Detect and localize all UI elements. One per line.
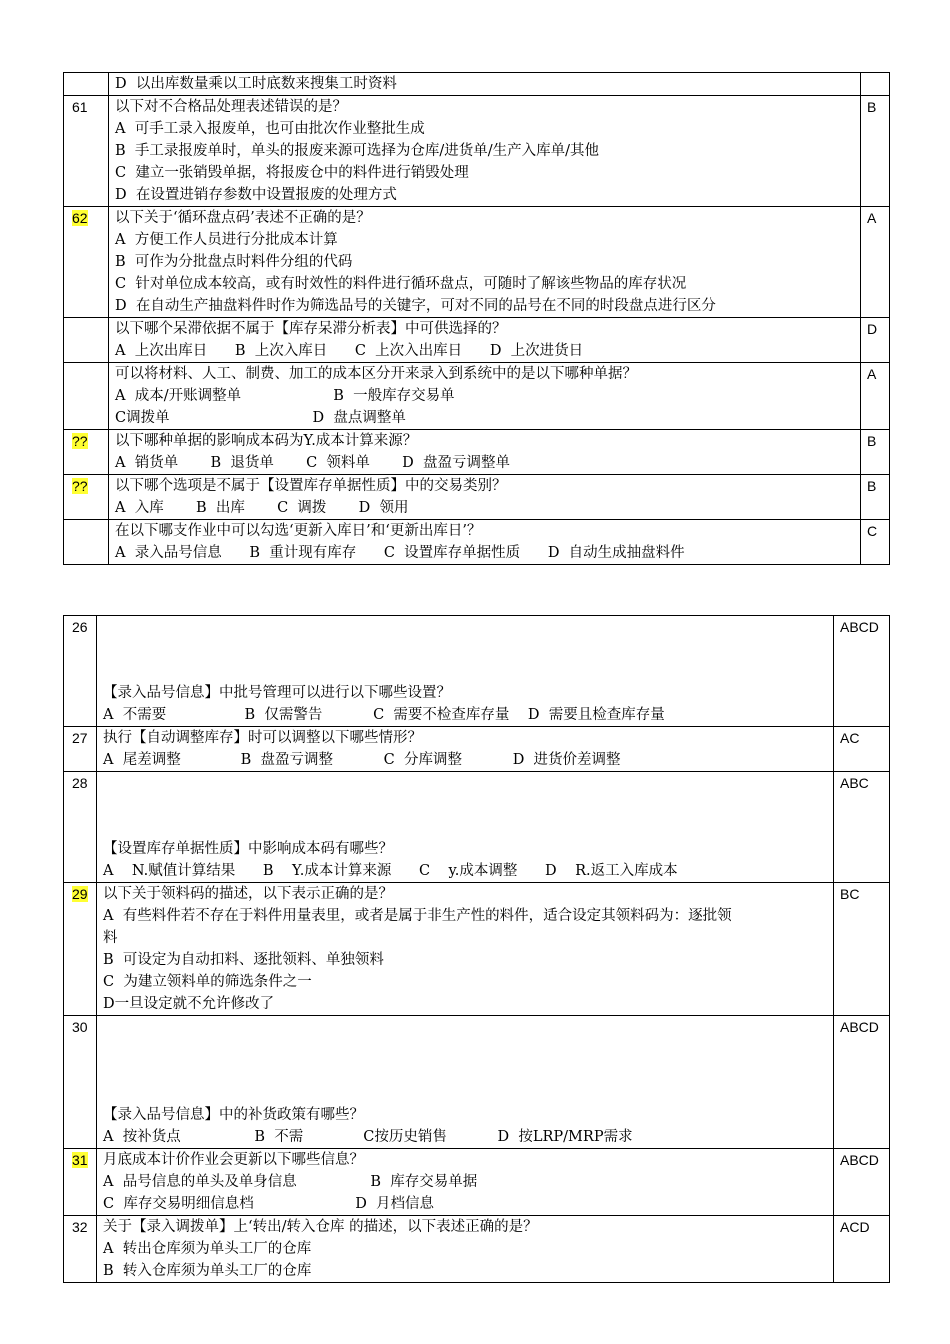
question-option: A 录入品号信息 B 重计现有库存 C 设置库存单据性质 D 自动生成抽盘料件 <box>115 545 685 561</box>
question-stem: 以下关于‘循环盘点码’表述不正确的是？ <box>115 210 371 226</box>
question-option: C 为建立领料单的筛选条件之一 <box>103 974 312 990</box>
answer-cell <box>834 883 890 1016</box>
question-stem: 以下哪个选项是不属于【设置库存单据性质】中的交易类别？ <box>115 478 507 494</box>
question-stem: 可以将材料、人工、制费、加工的成本区分开来录入到系统中的是以下哪种单据？ <box>115 366 637 382</box>
question-option: B 转入仓库须为单头工厂的仓库 <box>103 1263 312 1279</box>
question-option: A 转出仓库须为单头工厂的仓库 <box>103 1241 312 1257</box>
question-row <box>64 616 890 727</box>
question-text <box>97 1216 834 1283</box>
question-option: D一旦设定就不允许修改了 <box>103 996 275 1012</box>
question-option: A 可手工录入报废单，也可由批次作业整批生成 <box>115 121 425 137</box>
question-option: 料 <box>103 930 118 946</box>
question-number-text: 29 <box>72 886 88 902</box>
question-row <box>64 73 890 96</box>
question-text <box>97 1149 834 1216</box>
answer-text: AC <box>840 730 860 746</box>
question-number-text: 31 <box>72 1152 88 1168</box>
question-row <box>64 1216 890 1283</box>
answer-cell <box>861 318 890 363</box>
question-text <box>109 96 861 207</box>
answer-text: ABC <box>840 775 869 791</box>
question-stem: 以下关于领料码的描述，以下表示正确的是？ <box>103 886 393 902</box>
question-text <box>97 616 834 727</box>
answer-cell <box>861 475 890 520</box>
question-row <box>64 883 890 1016</box>
answer-cell <box>834 1016 890 1149</box>
question-text <box>109 73 861 96</box>
question-option: C 库存交易明细信息档 D 月档信息 <box>103 1196 435 1212</box>
question-row <box>64 1149 890 1216</box>
question-stem: 执行【自动调整库存】时可以调整以下哪些情形？ <box>103 730 422 746</box>
question-text <box>109 520 861 565</box>
question-number <box>64 772 97 883</box>
answer-text: BC <box>840 886 860 902</box>
question-number <box>64 883 97 1016</box>
question-option: A 品号信息的单头及单身信息 B 库存交易单据 <box>103 1174 478 1190</box>
question-stem: 以下哪个呆滞依据不属于【库存呆滞分析表】中可供选择的？ <box>115 321 507 337</box>
answer-cell <box>834 616 890 727</box>
question-row <box>64 363 890 430</box>
question-option: A 按补货点 B 不需 C按历史销售 D 按LRP/MRP需求 <box>103 1129 633 1145</box>
question-option: A 入库 B 出库 C 调拨 D 领用 <box>115 500 409 516</box>
question-table-1 <box>63 72 890 565</box>
question-row <box>64 520 890 565</box>
question-number <box>64 1149 97 1216</box>
question-number <box>64 73 109 96</box>
question-number <box>64 1216 97 1283</box>
question-text <box>109 207 861 318</box>
question-row <box>64 727 890 772</box>
question-number-text: ?? <box>72 433 88 449</box>
question-row <box>64 430 890 475</box>
answer-cell <box>834 772 890 883</box>
question-option: C调拨单 D 盘点调整单 <box>115 410 406 426</box>
question-stem: 【设置库存单据性质】中影响成本码有哪些？ <box>103 841 393 857</box>
question-row <box>64 475 890 520</box>
answer-text: ABCD <box>840 1152 879 1168</box>
question-number-text: 32 <box>72 1219 88 1235</box>
question-number <box>64 475 109 520</box>
question-table-2 <box>63 615 890 1283</box>
question-text <box>97 883 834 1016</box>
question-number <box>64 318 109 363</box>
question-stem: 月底成本计价作业会更新以下哪些信息？ <box>103 1152 364 1168</box>
question-option: B 可作为分批盘点时料件分组的代码 <box>115 254 353 270</box>
answer-cell <box>861 73 890 96</box>
question-number-text: 61 <box>72 99 88 115</box>
answer-cell <box>861 363 890 430</box>
question-text <box>109 475 861 520</box>
question-number <box>64 520 109 565</box>
question-stem: 以下哪种单据的影响成本码为Y.成本计算来源？ <box>115 433 418 449</box>
question-row <box>64 207 890 318</box>
answer-text: A <box>867 210 877 226</box>
question-number <box>64 363 109 430</box>
question-option: A 上次出库日 B 上次入库日 C 上次入出库日 D 上次进货日 <box>115 343 584 359</box>
question-option: C 针对单位成本较高，或有时效性的料件进行循环盘点，可随时了解该些物品的库存状况 <box>115 276 687 292</box>
question-option: D 在设置进销存参数中设置报废的处理方式 <box>115 187 397 203</box>
question-option: A 成本/开账调整单 B 一般库存交易单 <box>115 388 455 404</box>
question-option: B 可设定为自动扣料、逐批领料、单独领料 <box>103 952 384 968</box>
question-stem: 在以下哪支作业中可以勾选‘更新入库日’和‘更新出库日’？ <box>115 523 482 539</box>
question-row <box>64 1016 890 1149</box>
answer-text: ACD <box>840 1219 870 1235</box>
question-number <box>64 96 109 207</box>
question-option: A 方便工作人员进行分批成本计算 <box>115 232 338 248</box>
question-option: A 有些料件若不存在于料件用量表里，或者是属于非生产性的料件，适合设定其领料码为：逐批领 <box>103 908 732 924</box>
question-number-text: 28 <box>72 775 88 791</box>
question-number <box>64 430 109 475</box>
answer-text: B <box>867 99 877 115</box>
answer-cell <box>861 520 890 565</box>
answer-text: B <box>867 478 877 494</box>
answer-cell <box>834 1149 890 1216</box>
answer-text: ABCD <box>840 1019 879 1035</box>
answer-cell <box>861 96 890 207</box>
answer-cell <box>834 727 890 772</box>
question-option: A 不需要 B 仅需警告 C 需要不检查库存量 D 需要且检查库存量 <box>103 707 665 723</box>
answer-text: C <box>867 523 878 539</box>
question-text <box>97 727 834 772</box>
question-number-text: 26 <box>72 619 88 635</box>
question-option: A 销货单 B 退货单 C 领料单 D 盘盈亏调整单 <box>115 455 511 471</box>
question-stem: 【录入品号信息】中的补货政策有哪些？ <box>103 1107 364 1123</box>
question-number-text: 30 <box>72 1019 88 1035</box>
question-option: D 在自动生产抽盘料件时作为筛选品号的关键字，可对不同的品号在不同的时段盘点进行区分 <box>115 298 716 314</box>
question-text <box>109 318 861 363</box>
question-number-text: 62 <box>72 210 88 226</box>
question-number-text: ?? <box>72 478 88 494</box>
question-option: A 尾差调整 B 盘盈亏调整 C 分库调整 D 进货价差调整 <box>103 752 621 768</box>
question-stem: D 以出库数量乘以工时底数来搜集工时资料 <box>115 76 397 92</box>
question-stem: 关于【录入调拨单】上‘转出/转入仓库 的描述，以下表述正确的是？ <box>103 1219 538 1235</box>
question-number <box>64 727 97 772</box>
question-number <box>64 207 109 318</box>
question-row <box>64 96 890 207</box>
question-stem: 【录入品号信息】中批号管理可以进行以下哪些设置？ <box>103 685 451 701</box>
answer-cell <box>861 207 890 318</box>
answer-cell <box>834 1216 890 1283</box>
question-option: C 建立一张销毁单据，将报废仓中的料件进行销毁处理 <box>115 165 469 181</box>
question-number <box>64 1016 97 1149</box>
question-text <box>97 772 834 883</box>
question-row <box>64 318 890 363</box>
question-option: B 手工录报废单时，单头的报废来源可选择为仓库/进货单/生产入库单/其他 <box>115 143 600 159</box>
question-text <box>97 1016 834 1149</box>
answer-cell <box>861 430 890 475</box>
question-row <box>64 772 890 883</box>
question-stem: 以下对不合格品处理表述错误的是？ <box>115 99 347 115</box>
answer-text: D <box>867 321 878 337</box>
question-option: A N.赋值计算结果 B Y.成本计算来源 C y.成本调整 D R.返工入库成本 <box>103 863 678 879</box>
question-number <box>64 616 97 727</box>
answer-text: A <box>867 366 877 382</box>
question-text <box>109 363 861 430</box>
question-number-text: 27 <box>72 730 88 746</box>
answer-text: ABCD <box>840 619 879 635</box>
answer-text: B <box>867 433 877 449</box>
question-text <box>109 430 861 475</box>
